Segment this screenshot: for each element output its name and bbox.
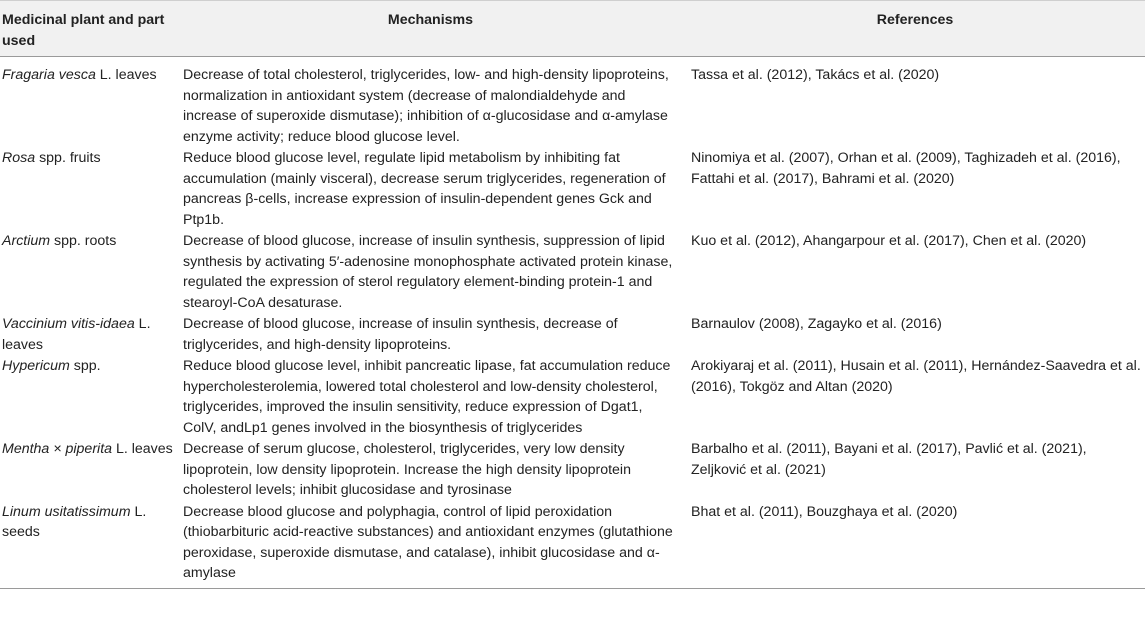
plant-species: Rosa — [2, 150, 36, 166]
mechanism-cell: Decrease of total cholesterol, triglycerides, low- and high-density lipoproteins, normalization in antioxidant system (decrease of malondialdehyde and increase of superoxide dismutase); inhibition of α-glucosidase and α-amylase enzyme activity; reduce blood glucose level. — [183, 67, 669, 145]
plant-species: Mentha × piperita — [2, 441, 113, 457]
plant-cell — [0, 314, 176, 356]
table-row — [0, 502, 1145, 589]
plant-part: L. leaves — [95, 67, 157, 83]
table-row — [0, 57, 1145, 149]
plant-cell — [0, 148, 176, 231]
mechanism-cell: Decrease of blood glucose, increase of insulin synthesis, decrease of triglycerides, and high-density lipoproteins. — [183, 316, 618, 353]
table-row — [0, 148, 1145, 231]
mechanism-cell: Decrease of serum glucose, cholesterol, triglycerides, very low density lipoprotein, low density lipoprotein. Increase the high density lipoprotein cholesterol levels; inhibit glucosidase and tyrosinase — [183, 441, 631, 498]
references-cell: Barnaulov (2008), Zagayko et al. (2016) — [691, 316, 942, 332]
plant-species: Fragaria vesca — [2, 67, 96, 83]
plant-part: spp. — [69, 358, 101, 374]
references-cell: Bhat et al. (2011), Bouzghaya et al. (2020) — [685, 502, 1145, 589]
plant-species: Hypericum — [2, 358, 70, 374]
table-row — [0, 314, 1145, 356]
references-cell: Tassa et al. (2012), Takács et al. (2020) — [691, 67, 940, 83]
header-references: References — [685, 0, 1145, 57]
table-row — [0, 231, 1145, 314]
plant-cell — [0, 439, 176, 502]
plant-species: Vaccinium vitis-idaea — [2, 316, 135, 332]
references-cell: Arokiyaraj et al. (2011), Husain et al. (2011), Hernández-Saavedra et al. (2016), Tokgöz and Altan (2020) — [691, 358, 1141, 395]
header-plant: Medicinal plant and part used — [0, 0, 176, 57]
header-row — [0, 0, 1145, 57]
plant-cell — [0, 57, 176, 149]
references-cell: Barbalho et al. (2011), Bayani et al. (2017), Pavlić et al. (2021), Zeljković et al. (2021) — [691, 441, 1087, 478]
table-row — [0, 439, 1145, 502]
mechanism-cell: Reduce blood glucose level, regulate lipid metabolism by inhibiting fat accumulation (mainly visceral), decrease serum triglycerides, regeneration of pancreas β-cells, increase expression of insulin-dependent genes Gck and Ptp1b. — [183, 150, 666, 228]
plant-part: spp. roots — [50, 233, 117, 249]
references-cell: Kuo et al. (2012), Ahangarpour et al. (2017), Chen et al. (2020) — [691, 233, 1087, 249]
plant-part: L. seeds — [2, 503, 147, 540]
top-rule — [0, 0, 1145, 1]
plant-species: Linum usitatissimum — [2, 503, 131, 520]
header-mechanisms: Mechanisms — [176, 0, 685, 57]
plant-part: L. leaves — [2, 316, 151, 353]
plant-part: spp. fruits — [35, 150, 101, 166]
references-cell: Ninomiya et al. (2007), Orhan et al. (2009), Taghizadeh et al. (2016), Fattahi et al. (2017), Bahrami et al. (2020) — [691, 150, 1121, 187]
mechanism-cell: Decrease of blood glucose, increase of insulin synthesis, suppression of lipid synthesis by activating 5′-adenosine monophosphate activated protein kinase, regulated the expression of sterol regulatory element-binding protein-1 and stearoyl-CoA desaturase. — [183, 233, 673, 311]
plant-species: Arctium — [2, 233, 51, 249]
plant-cell — [0, 502, 176, 589]
table-row — [0, 356, 1145, 439]
plant-part: L. leaves — [112, 441, 173, 457]
plant-cell — [0, 356, 176, 439]
table-header — [0, 0, 1145, 57]
mechanism-cell: Decrease blood glucose and polyphagia, control of lipid peroxidation (thiobarbituric acid-reactive substances) and antioxidant enzymes (glutathione peroxidase, superoxide dismutase, and catalase), inhibit glucosidase and α-amylase — [176, 502, 685, 589]
mechanism-cell: Reduce blood glucose level, inhibit pancreatic lipase, fat accumulation reduce hypercholesterolemia, lowered total cholesterol and low-density cholesterol, triglycerides, improved the insulin sensitivity, reduce expression of Dgat1, ColV, andLp1 genes involved in the biosynthesis of triglycerides — [183, 358, 671, 436]
table-body — [0, 57, 1145, 589]
plant-cell — [0, 231, 176, 314]
